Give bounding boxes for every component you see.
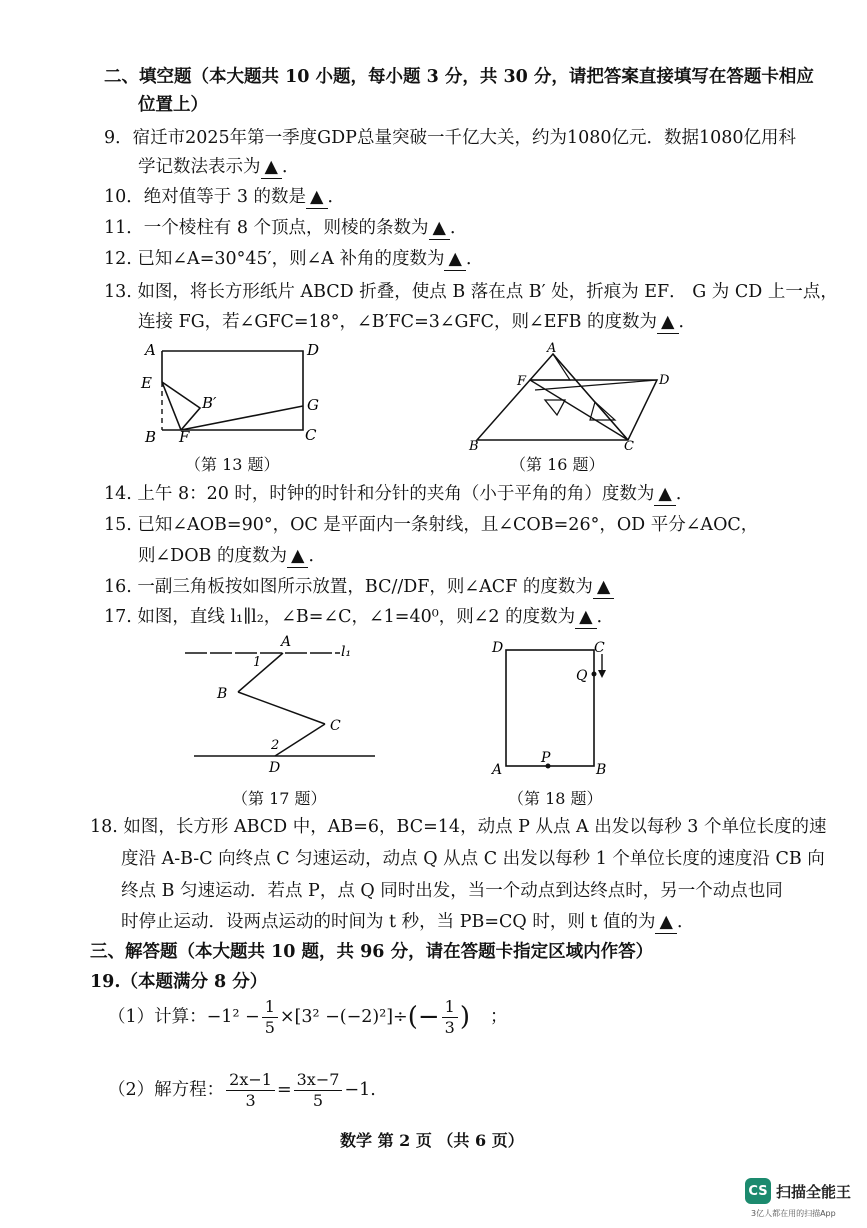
figure-13-caption: （第 13 题） <box>185 455 280 474</box>
inner-triangle-1 <box>545 400 565 415</box>
label-d: D <box>269 760 281 774</box>
fraction-rhs: $\frac{3x-7}{5}$ <box>294 1070 343 1111</box>
label-angle-2: 2 <box>271 738 280 753</box>
label-a: A <box>492 762 503 778</box>
question-16: 16. 一副三角板按如图所示放置，BC//DF，则∠ACF 的度数为 ▲ <box>104 576 614 599</box>
label-f: F <box>517 374 527 389</box>
part-label: （1）计算： <box>108 1007 207 1027</box>
question-14: 14. 上午 8：20 时，时钟的时针和分针的夹角（小于平角的角）度数为 ▲ ． <box>104 484 694 504</box>
set-square-a <box>530 354 628 440</box>
label-a: A <box>547 341 557 356</box>
section-title-3: 三、解答题（本大题共 10 题，共 96 分，请在答题卡指定区域内作答） <box>90 942 654 962</box>
question-17: 17. 如图，直线 l₁∥l₂，∠B=∠C，∠1=40⁰，则∠2 的度数为 ▲ ． <box>104 607 615 627</box>
label-q: Q <box>576 668 588 684</box>
section-title: 二、填空题（本大题共 10 小题，每小题 3 分，共 30 分，请把答案直接填写在答题卡相应 <box>104 67 814 87</box>
cs-logo-icon: CS <box>745 1178 771 1204</box>
expr-paren-close: ) <box>459 1002 470 1032</box>
answer-blank: ▲ <box>429 217 450 240</box>
answer-blank: ▲ <box>575 606 596 629</box>
question-18-line4: 时停止运动．设两点运动的时间为 t 秒，当 PB=CQ 时，则 t 值的为 ▲ ． <box>121 912 695 932</box>
label-a: A <box>281 634 292 650</box>
line-d-diagonal <box>535 380 657 390</box>
label-d: D <box>307 341 320 359</box>
label-g: G <box>307 396 319 414</box>
label-b-prime: B′ <box>202 394 217 412</box>
watermark-name: 扫描全能王 <box>776 1182 852 1201</box>
fraction-lhs: $\frac{2x-1}{3}$ <box>226 1070 275 1111</box>
question-18-line2: 度沿 A-B-C 向终点 C 匀速运动，动点 Q 从点 C 出发以每秒 1 个单位长度的速度沿 CB 向 <box>121 849 825 869</box>
expr-segment: −1² − <box>206 1007 260 1027</box>
question-9-cont: 学记数法表示为 ▲ ． <box>138 157 300 177</box>
line-ac <box>553 354 628 440</box>
scanner-watermark <box>745 1178 852 1218</box>
watermark-subtitle: 3亿人都在用的扫描App <box>751 1209 836 1218</box>
segment-bc <box>238 692 325 724</box>
figure-18 <box>488 634 623 780</box>
rectangle-outline <box>162 351 303 430</box>
label-c: C <box>330 718 341 734</box>
answer-blank: ▲ <box>654 483 675 506</box>
figure-16 <box>465 340 680 452</box>
figure-18-caption: （第 18 题） <box>508 789 603 808</box>
answer-blank: ▲ <box>593 576 614 599</box>
question-11: 11．一个棱柱有 8 个顶点，则棱的条数为 ▲ ． <box>104 218 468 238</box>
label-b: B <box>596 762 607 778</box>
expr-tail: −1. <box>344 1080 376 1100</box>
answer-blank: ▲ <box>655 911 676 934</box>
label-p: P <box>541 750 551 766</box>
expr-paren-open: (− <box>407 1002 440 1032</box>
question-15-cont: 则∠DOB 的度数为 ▲ ． <box>138 546 326 566</box>
page-footer: 数学 第 2 页 （共 6 页） <box>340 1131 524 1150</box>
label-b: B <box>145 428 157 446</box>
label-f: F <box>179 428 190 446</box>
equals-sign: = <box>276 1080 292 1100</box>
fraction-one-third: $\frac{1}{3}$ <box>442 997 458 1038</box>
expr-tail: ； <box>489 1007 508 1027</box>
parallelogram-bcdf <box>477 380 657 440</box>
label-c: C <box>305 426 317 444</box>
answer-blank: ▲ <box>287 545 308 568</box>
label-e: E <box>141 374 152 392</box>
question-18-line3: 终点 B 匀速运动．若点 P，点 Q 同时出发，当一个动点到达终点时，另一个动点也同 <box>121 881 783 901</box>
answer-blank: ▲ <box>657 311 678 334</box>
figure-17 <box>180 634 390 774</box>
figure-17-caption: （第 17 题） <box>232 789 327 808</box>
point-q <box>592 672 597 677</box>
label-angle-1: 1 <box>253 655 262 670</box>
fraction-one-fifth: $\frac{1}{5}$ <box>262 997 278 1038</box>
answer-blank: ▲ <box>444 248 465 271</box>
label-c: C <box>594 640 605 656</box>
question-10: 10．绝对值等于 3 的数是 ▲ ． <box>104 187 345 207</box>
folded-triangle <box>162 382 200 430</box>
label-b: B <box>469 439 479 452</box>
label-l1: l₁ <box>341 644 352 660</box>
question-19-part1 <box>108 993 507 1041</box>
answer-blank: ▲ <box>306 186 327 209</box>
section-title-cont: 位置上） <box>138 95 208 115</box>
question-18: 18. 如图，长方形 ABCD 中，AB=6，BC=14，动点 P 从点 A 出发以每秒 3 个单位长度的速 <box>90 817 827 837</box>
figure-16-caption: （第 16 题） <box>510 455 605 474</box>
question-9: 9．宿迁市2025年第一季度GDP总量突破一千亿大关，约为1080亿元．数据1080亿用科 <box>104 128 797 148</box>
question-13-cont: 连接 FG，若∠GFC=18°，∠B′FC=3∠GFC，则∠EFB 的度数为 ▲ ． <box>138 312 697 332</box>
arrow-down-icon <box>598 670 606 678</box>
segment-cd <box>275 724 325 756</box>
question-19-part2 <box>108 1066 376 1114</box>
expr-segment: ×[3² −(−2)²]÷ <box>279 1007 408 1027</box>
label-d: D <box>492 640 504 656</box>
question-15: 15. 已知∠AOB=90°，OC 是平面内一条射线，且∠COB=26°，OD 平分∠AOC， <box>104 515 759 535</box>
answer-blank: ▲ <box>261 156 282 179</box>
question-13: 13. 如图，将长方形纸片 ABCD 折叠，使点 B 落在点 B′ 处，折痕为 EF． G 为 CD 上一点， <box>104 282 838 302</box>
part-label: （2）解方程： <box>108 1080 225 1100</box>
label-d: D <box>659 373 670 388</box>
label-c: C <box>624 439 634 452</box>
question-19-title: 19.（本题满分 8 分） <box>90 972 268 992</box>
figure-13 <box>135 340 335 450</box>
label-a: A <box>145 341 156 359</box>
label-b: B <box>217 686 228 702</box>
question-12: 12. 已知∠A=30°45′，则∠A 补角的度数为 ▲ ． <box>104 249 484 269</box>
